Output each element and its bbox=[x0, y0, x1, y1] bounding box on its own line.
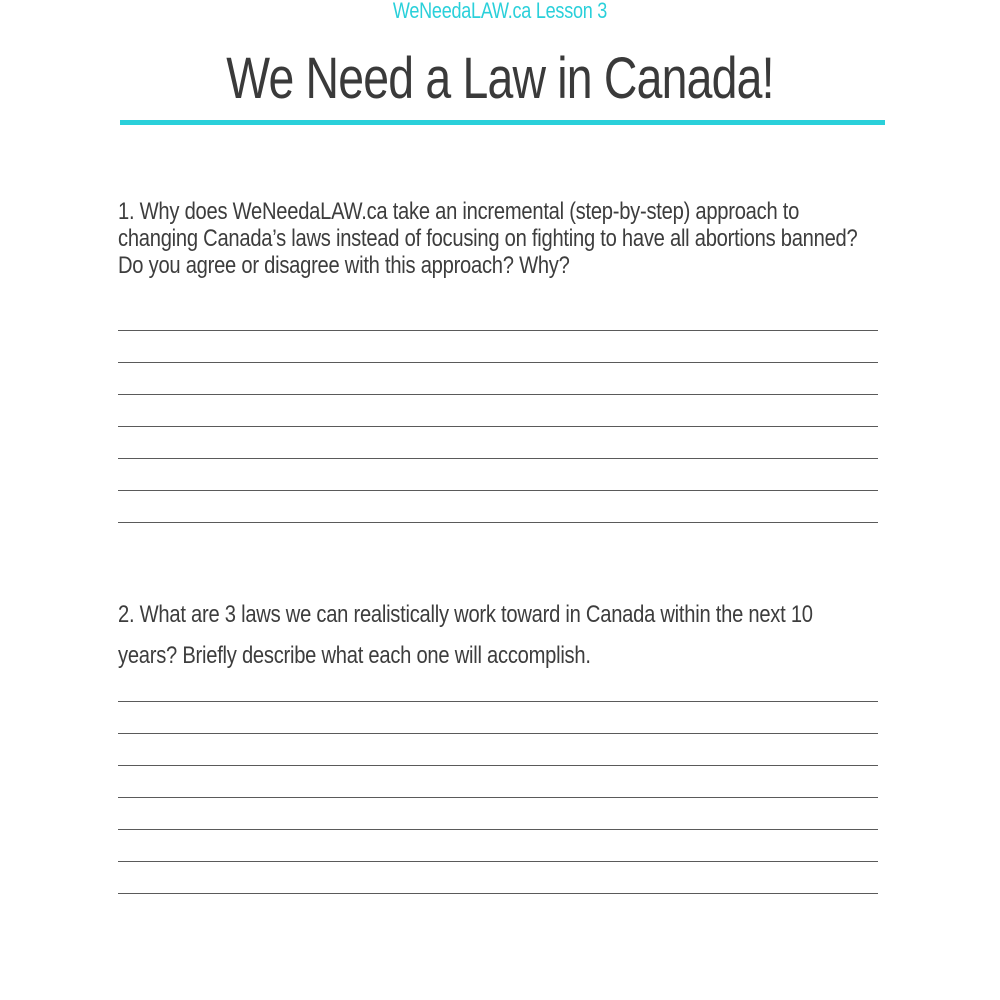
answer-line[interactable] bbox=[118, 522, 878, 523]
title-divider bbox=[120, 120, 885, 125]
answer-line[interactable] bbox=[118, 765, 878, 766]
answer-line[interactable] bbox=[118, 458, 878, 459]
answer-line[interactable] bbox=[118, 490, 878, 491]
answer-line[interactable] bbox=[118, 861, 878, 862]
page-title: We Need a Law in Canada! bbox=[226, 46, 774, 111]
answer-line[interactable] bbox=[118, 330, 878, 331]
answer-line[interactable] bbox=[118, 797, 878, 798]
lesson-tag: WeNeedaLAW.ca Lesson 3 bbox=[392, 0, 608, 23]
question-2-text: 2. What are 3 laws we can realistically work toward in Canada within the next 10 years? Briefly describe what each one will accomplish. bbox=[118, 601, 813, 669]
answer-line[interactable] bbox=[118, 829, 878, 830]
question-1-text: 1. Why does WeNeedaLAW.ca take an incremental (step-by-step) approach to changing Canada’s laws instead of focusing on fighting to have all abortions banned? Do you agree or disagree with this approach? Why? bbox=[118, 198, 858, 279]
answer-line[interactable] bbox=[118, 701, 878, 702]
answer-line[interactable] bbox=[118, 733, 878, 734]
answer-line[interactable] bbox=[118, 362, 878, 363]
answer-line[interactable] bbox=[118, 893, 878, 894]
answer-line[interactable] bbox=[118, 394, 878, 395]
answer-line[interactable] bbox=[118, 426, 878, 427]
